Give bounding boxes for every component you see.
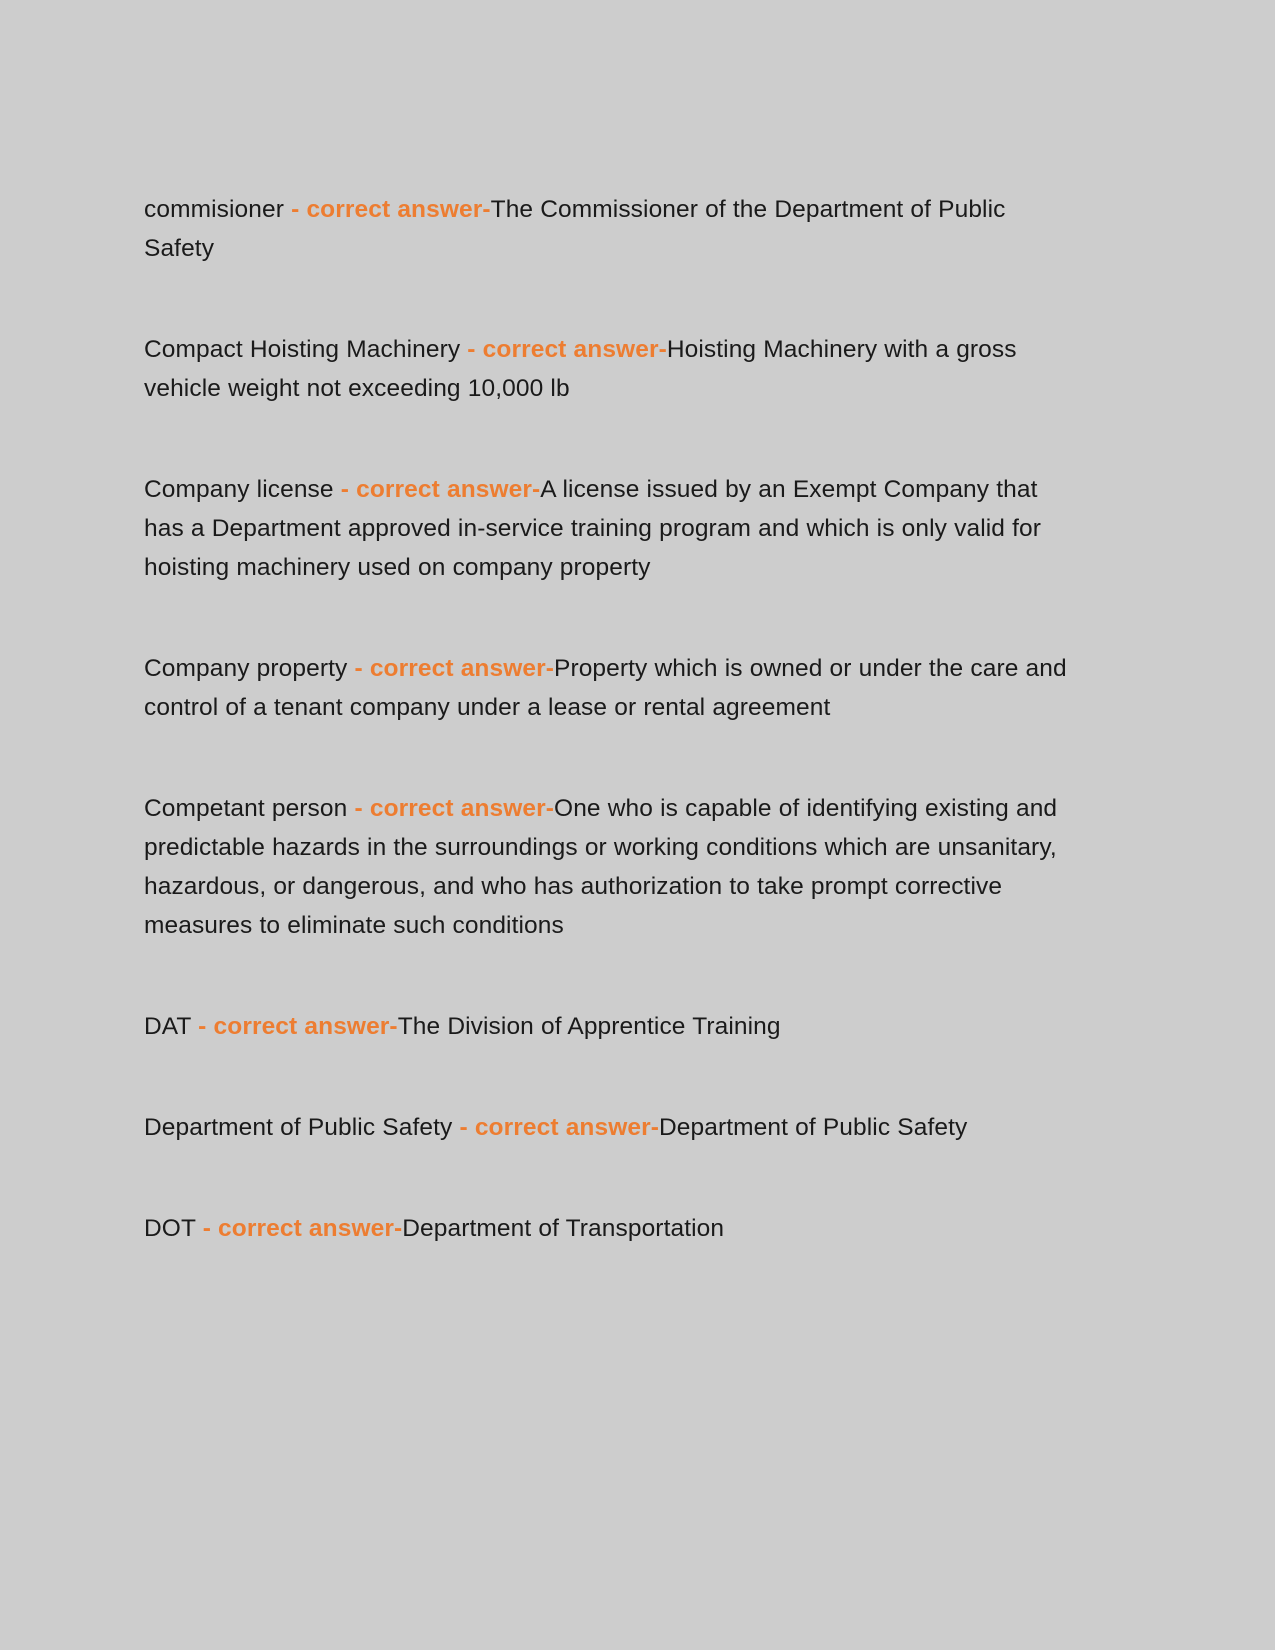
entry-term: DOT: [144, 1215, 203, 1242]
entry-definition: Property which is owned or under the care and control of a tenant company under a lease or rental agreement: [144, 655, 1067, 721]
correct-answer-marker: - correct answer-: [340, 476, 541, 503]
entry-definition: The Division of Apprentice Training: [397, 1013, 781, 1040]
qa-entry: [144, 649, 1074, 727]
qa-entry: [144, 330, 1074, 408]
correct-answer-marker: - correct answer-: [198, 1013, 398, 1040]
qa-entry: [144, 190, 1074, 268]
entry-definition: The Commissioner of the Department of Public Safety: [144, 196, 1006, 262]
qa-entry: [144, 1007, 1074, 1046]
entry-term: Department of Public Safety: [144, 1114, 460, 1141]
correct-answer-marker: - correct answer-: [354, 655, 554, 682]
qa-entry: [144, 1108, 1074, 1147]
qa-entry: [144, 1209, 1074, 1248]
correct-answer-marker: - correct answer-: [459, 1114, 659, 1141]
entry-term: Compact Hoisting Machinery: [144, 336, 468, 363]
correct-answer-marker: - correct answer-: [202, 1215, 403, 1242]
qa-entry: [144, 789, 1074, 945]
entry-definition: Department of Transportation: [402, 1215, 725, 1242]
entry-term: Company license: [144, 476, 341, 503]
entry-term: DAT: [144, 1013, 199, 1040]
entry-definition: Hoisting Machinery with a gross vehicle weight not exceeding 10,000 lb: [144, 336, 1017, 402]
qa-entry: [144, 470, 1074, 587]
correct-answer-marker: - correct answer-: [291, 196, 491, 223]
entry-definition: A license issued by an Exempt Company that has a Department approved in-service training program and which is only valid for hoisting machinery used on company property: [144, 476, 1042, 581]
entry-term: Competant person: [144, 795, 355, 822]
correct-answer-marker: - correct answer-: [354, 795, 555, 822]
correct-answer-marker: - correct answer-: [467, 336, 667, 363]
entry-definition: Department of Public Safety: [659, 1114, 968, 1141]
entry-definition: One who is capable of identifying existing and predictable hazards in the surroundings or working conditions which are unsanitary, hazardous, or dangerous, and who has authorization to take prompt corrective measures to eliminate such conditions: [144, 795, 1058, 939]
entry-term: Company property: [144, 655, 355, 682]
entry-term: commisioner: [144, 196, 292, 223]
